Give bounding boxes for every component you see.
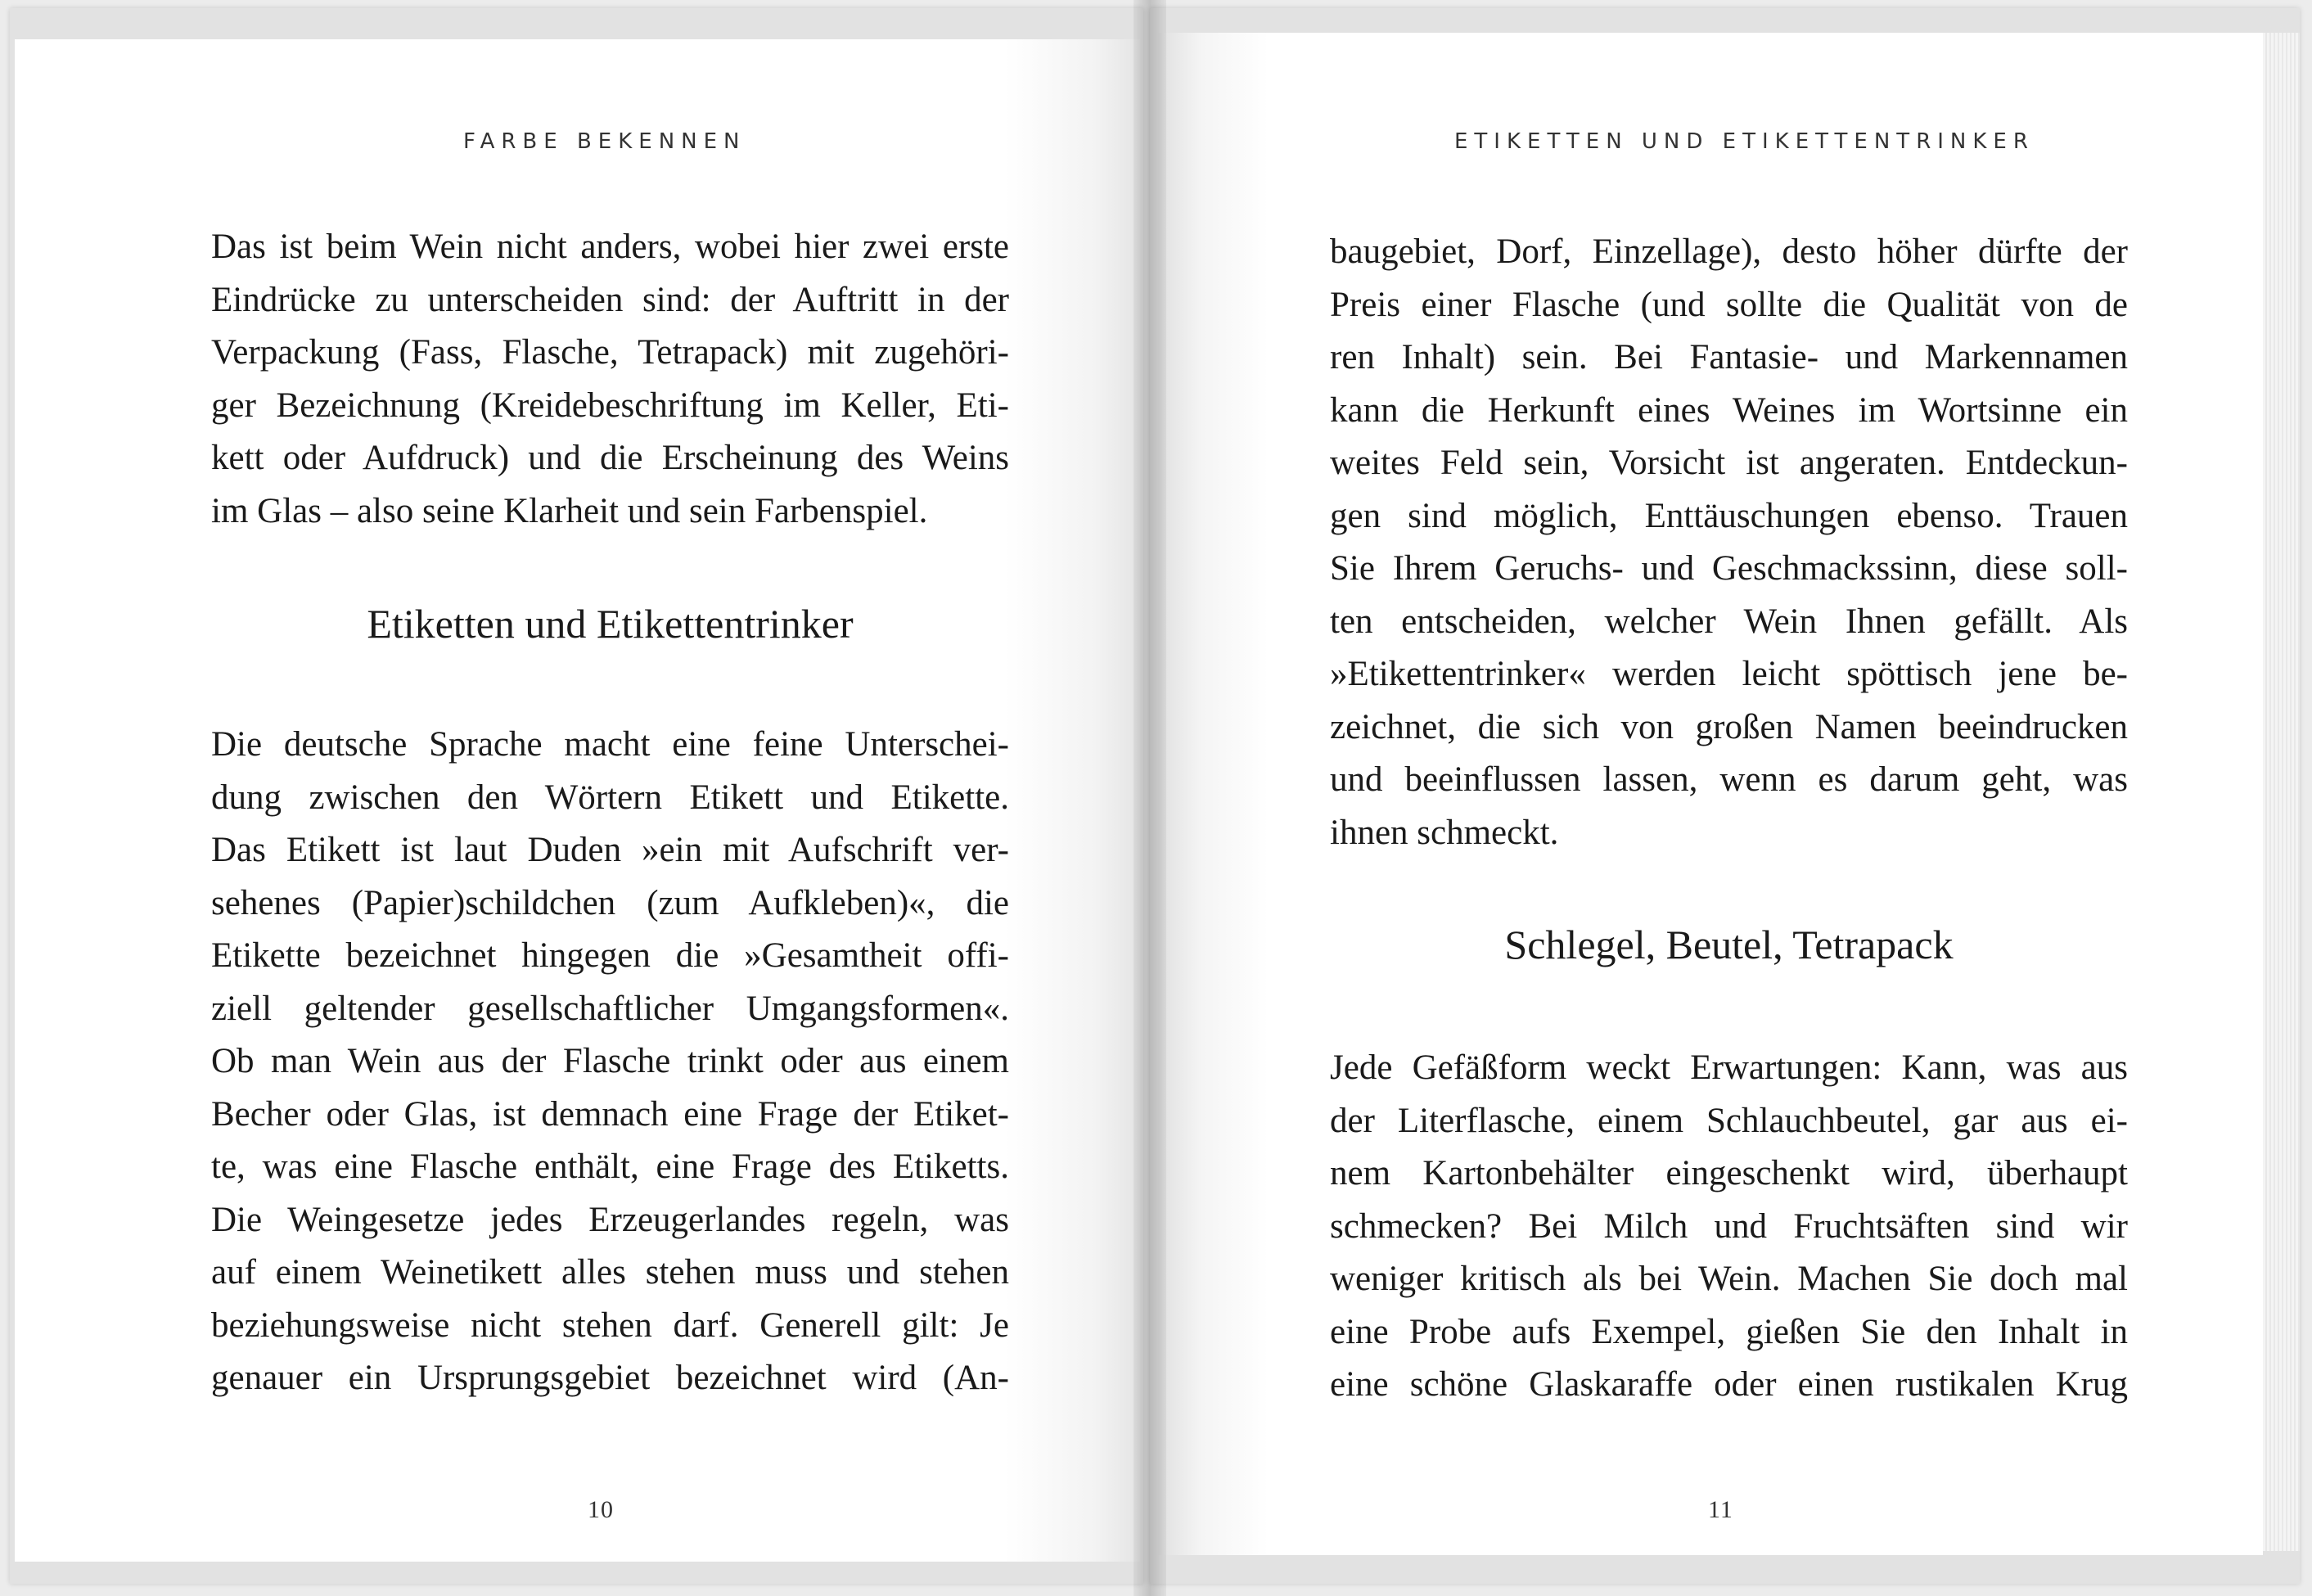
- text-line: ren Inhalt) sein. Bei Fantasie- und Markennamen: [1330, 338, 2128, 376]
- text-line: der Literflasche, einem Schlauchbeutel, gar aus ei-: [1330, 1101, 2128, 1140]
- right-paragraph-2: [1330, 1042, 2128, 1412]
- left-paragraph-2: [211, 719, 1009, 1405]
- section-heading-right: Schlegel, Beutel, Tetrapack: [1504, 922, 1954, 967]
- text-line: Verpackung (Fass, Flasche, Tetrapack) mit zugehöri-: [211, 333, 1009, 372]
- text-line: Eindrücke zu unterscheiden sind: der Auftritt in der: [211, 280, 1009, 319]
- section-heading-left: Etiketten und Etikettentrinker: [367, 601, 854, 647]
- text-line: nem Kartonbehälter eingeschenkt wird, überhaupt: [1330, 1154, 2128, 1192]
- page-number-right: 11: [1708, 1496, 1733, 1523]
- text-line: Etikette bezeichnet hingegen die »Gesamtheit offi-: [211, 936, 1009, 975]
- text-line: Ob man Wein aus der Flasche trinkt oder aus einem: [211, 1042, 1009, 1080]
- text-line: ziell geltender gesellschaftlicher Umgangsformen«.: [211, 989, 1009, 1028]
- text-line: sehenes (Papier)schildchen (zum Aufkleben)«, die: [211, 883, 1009, 922]
- text-line: Die deutsche Sprache macht eine feine Unterschei-: [211, 725, 1009, 764]
- text-line: genauer ein Ursprungsgebiet bezeichnet wird (An-: [211, 1359, 1009, 1397]
- text-line: und beeinflussen lassen, wenn es darum geht, was: [1330, 760, 2128, 799]
- text-line: Preis einer Flasche (und sollte die Qualität von de: [1330, 285, 2128, 324]
- text-line: ger Bezeichnung (Kreidebeschriftung im Keller, Eti-: [211, 385, 1009, 425]
- right-page: [1158, 33, 2263, 1555]
- text-line: Das Etikett ist laut Duden »ein mit Aufschrift ver-: [211, 831, 1009, 869]
- text-line: Sie Ihrem Geruchs- und Geschmackssinn, diese soll-: [1330, 549, 2128, 588]
- text-line: eine schöne Glaskaraffe oder einen rustikalen Krug: [1330, 1365, 2128, 1404]
- text-line: auf einem Weinetikett alles stehen muss und stehen: [211, 1253, 1009, 1292]
- text-line: Becher oder Glas, ist demnach eine Frage der Etiket-: [211, 1094, 1009, 1134]
- running-head-left: FARBE BEKENNEN: [463, 129, 746, 154]
- text-line: kett oder Aufdruck) und die Erscheinung des Weins: [211, 439, 1009, 477]
- text-line: kann die Herkunft eines Weines im Wortsinne ein: [1330, 390, 2128, 430]
- left-page: [15, 39, 1140, 1562]
- text-line: schmecken? Bei Milch und Fruchtsäften sind wir: [1330, 1206, 2128, 1246]
- text-line: ihnen schmeckt.: [1330, 813, 1559, 852]
- text-line: beziehungsweise nicht stehen darf. Generell gilt: Je: [211, 1305, 1009, 1345]
- text-line: baugebiet, Dorf, Einzellage), desto höher dürfte der: [1330, 232, 2128, 271]
- right-paragraph-1: [1330, 226, 2128, 859]
- text-line: weites Feld sein, Vorsicht ist angeraten. Entdeckun-: [1330, 444, 2128, 482]
- text-line: te, was eine Flasche enthält, eine Frage des Etiketts.: [211, 1147, 1009, 1186]
- text-line: Jede Gefäßform weckt Erwartungen: Kann, was aus: [1330, 1048, 2128, 1087]
- text-line: Die Weingesetze jedes Erzeugerlandes regeln, was: [211, 1200, 1009, 1239]
- text-line: weniger kritisch als bei Wein. Machen Sie doch mal: [1330, 1260, 2128, 1298]
- text-line: ten entscheiden, welcher Wein Ihnen gefällt. Als: [1330, 602, 2128, 641]
- text-line: gen sind möglich, Enttäuschungen ebenso. Trauen: [1330, 496, 2128, 535]
- text-line: Das ist beim Wein nicht anders, wobei hier zwei erste: [211, 228, 1009, 266]
- running-head-right: ETIKETTEN UND ETIKETTENTRINKER: [1454, 129, 2035, 154]
- text-line: »Etikettentrinker« werden leicht spöttisch jene be-: [1330, 655, 2128, 693]
- page-stack-edge: [2259, 33, 2300, 1551]
- left-paragraph-1: [211, 221, 1009, 538]
- text-line: dung zwischen den Wörtern Etikett und Etikette.: [211, 778, 1009, 817]
- page-number-left: 10: [588, 1496, 614, 1523]
- text-line: zeichnet, die sich von großen Namen beeindrucken: [1330, 707, 2128, 746]
- book-spine: [1133, 0, 1166, 1596]
- text-line: im Glas – also seine Klarheit und sein Farbenspiel.: [211, 491, 928, 530]
- text-line: eine Probe aufs Exempel, gießen Sie den Inhalt in: [1330, 1312, 2128, 1351]
